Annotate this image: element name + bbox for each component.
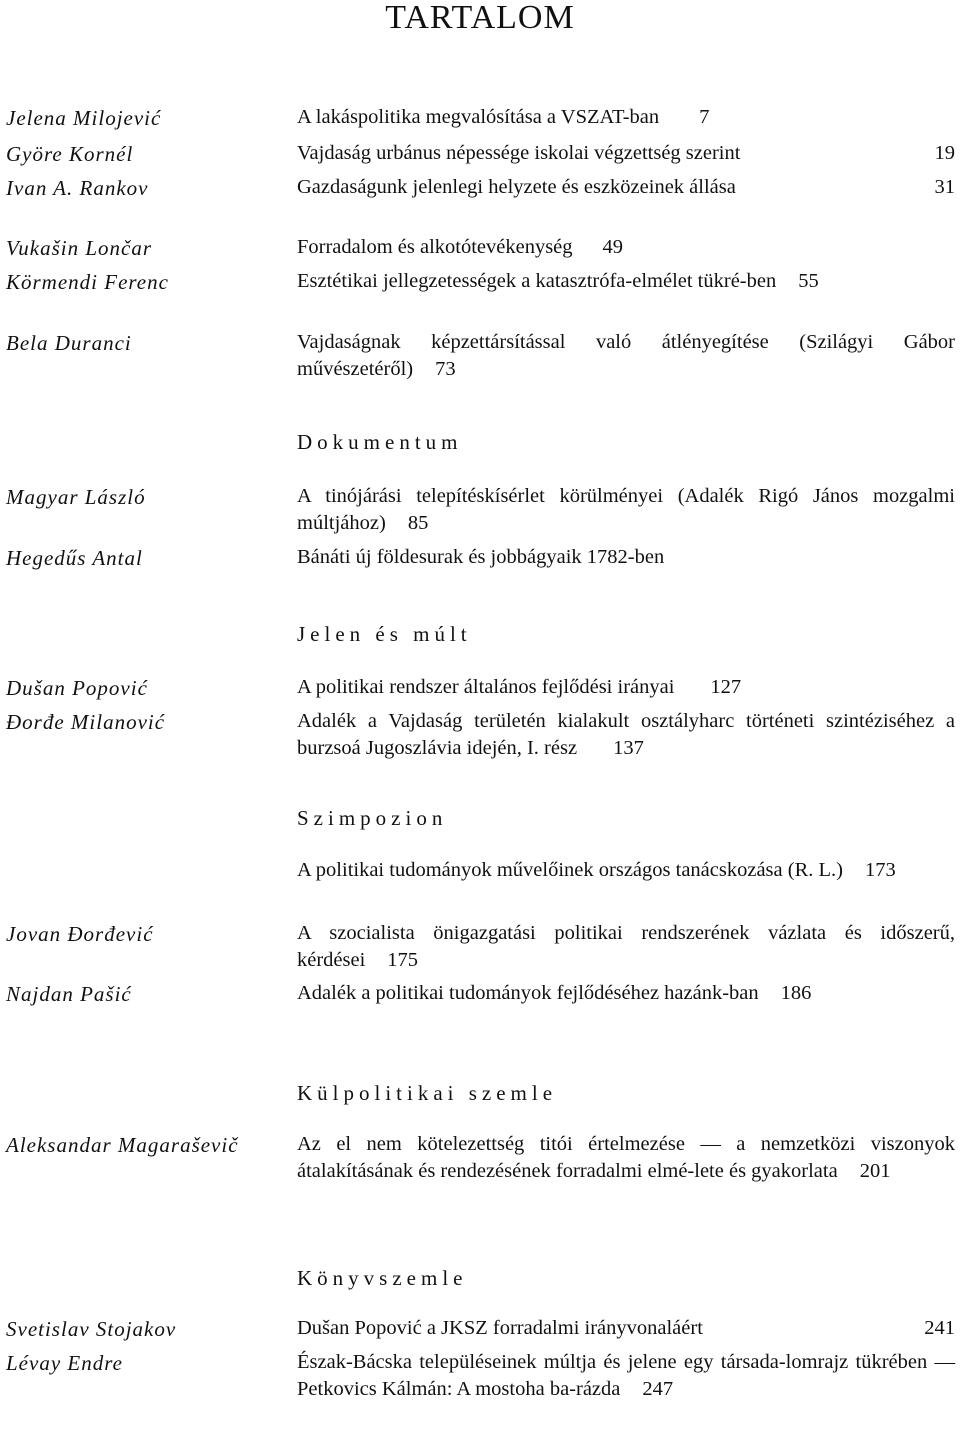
toc-entry[interactable] [297, 1315, 955, 1342]
entry-title: A politikai tudományok művelőinek országos tanácskozása (R. L.) [297, 859, 843, 881]
author-name: Dušan Popović [6, 676, 148, 700]
author-name: Đorđe Milanović [6, 710, 166, 734]
toc-entry[interactable] [297, 104, 955, 131]
page-title: TARTALOM [385, 0, 575, 36]
toc-entry[interactable] [297, 329, 955, 383]
page-number: 241 [924, 1317, 955, 1339]
entry-title: A lakáspolitika megvalósítása a VSZAT-ban [297, 106, 660, 128]
page-number: 201 [859, 1160, 891, 1182]
page-number: 19 [934, 142, 955, 164]
entry-title: Adalék a politikai tudományok fejlődéséhez hazánk-ban [297, 982, 759, 1004]
page-number: 73 [435, 358, 456, 380]
page-number: 127 [710, 676, 742, 698]
section-heading: Könyvszemle [297, 1266, 468, 1290]
author-name: Najdan Pašić [6, 982, 132, 1006]
section-heading: Jelen és múlt [297, 622, 472, 646]
entry-title: A szocialista önigazgatási politikai rendszerének vázlata és időszerű, kérdései [297, 922, 955, 971]
entry-title: Az el nem kötelezettség titói értelmezése — a nemzetközi viszonyok átalakításának és rendezésének forradalmi elmé-lete és gyakorlata [297, 1133, 955, 1182]
toc-entry[interactable] [297, 1349, 955, 1403]
entry-title: Bánáti új földesurak és jobbágyaik 1782-ben [297, 546, 665, 568]
toc-entry[interactable] [297, 1131, 955, 1185]
entry-title: Vajdaság urbánus népessége iskolai végzettség szerint [297, 142, 741, 164]
author-name: Hegedűs Antal [6, 546, 143, 570]
toc-entry[interactable] [297, 857, 955, 884]
toc-entry[interactable] [297, 234, 955, 261]
page-number: 247 [642, 1378, 674, 1400]
author-name: Lévay Endre [6, 1351, 123, 1375]
toc-entry[interactable] [297, 140, 955, 167]
author-name: Györe Kornél [6, 142, 134, 166]
author-name: Aleksandar Magaraševič [6, 1133, 239, 1157]
entry-title: A tinójárási telepítéskísérlet körülményei (Adalék Rigó János mozgalmi múltjához) [297, 485, 955, 534]
toc-entry[interactable] [297, 674, 955, 701]
section-heading: Dokumentum [297, 430, 463, 454]
entry-title: Adalék a Vajdaság területén kialakult osztályharc történeti szintéziséhez a burzsoá Jugoszlávia idején, I. rész [297, 710, 955, 759]
author-name: Svetislav Stojakov [6, 1317, 177, 1341]
section-heading: Külpolitikai szemle [297, 1081, 558, 1105]
entry-title: A politikai rendszer általános fejlődési irányai [297, 676, 675, 698]
page-number: 173 [864, 859, 896, 881]
toc-entry[interactable] [297, 268, 955, 295]
entry-title: Gazdaságunk jelenlegi helyzete és eszközeinek állása [297, 176, 736, 198]
page-number: 55 [798, 270, 819, 292]
author-name: Magyar László [6, 485, 146, 509]
toc-entry[interactable] [297, 708, 955, 762]
author-name: Jovan Đorđević [6, 922, 154, 946]
page-number: 137 [613, 737, 644, 759]
entry-title: Forradalom és alkotótevékenység [297, 236, 573, 258]
page-number: 85 [407, 512, 429, 534]
author-name: Bela Duranci [6, 331, 132, 355]
author-name: Ivan A. Rankov [6, 176, 149, 200]
toc-entry[interactable] [297, 544, 955, 571]
section-heading: Szimpozion [297, 806, 448, 830]
toc-entry[interactable] [297, 174, 955, 201]
author-name: Jelena Milojević [6, 106, 162, 130]
toc-entry[interactable] [297, 980, 955, 1007]
toc-entry[interactable] [297, 920, 955, 974]
author-name: Vukašin Lončar [6, 236, 153, 260]
author-name: Körmendi Ferenc [6, 270, 169, 294]
entry-title: Vajdaságnak képzettársítással való átlényegítése (Szilágyi Gábor művészetéről) [297, 331, 955, 380]
page-number: 7 [699, 106, 710, 128]
page-number: 186 [780, 982, 812, 1004]
page-number: 31 [934, 176, 955, 198]
toc-entry[interactable] [297, 483, 955, 537]
entry-title: Észak-Bácska településeinek múltja és jelene egy társada-lomrajz tükrében — Petkovics Kálmán: A mostoha ba-rázda [297, 1351, 955, 1400]
page-number: 49 [602, 236, 624, 258]
entry-title: Esztétikai jellegzetességek a katasztrófa-elmélet tükré-ben [297, 270, 777, 292]
page-number: 175 [387, 949, 419, 971]
entry-title: Dušan Popović a JKSZ forradalmi irányvonaláért [297, 1317, 703, 1339]
